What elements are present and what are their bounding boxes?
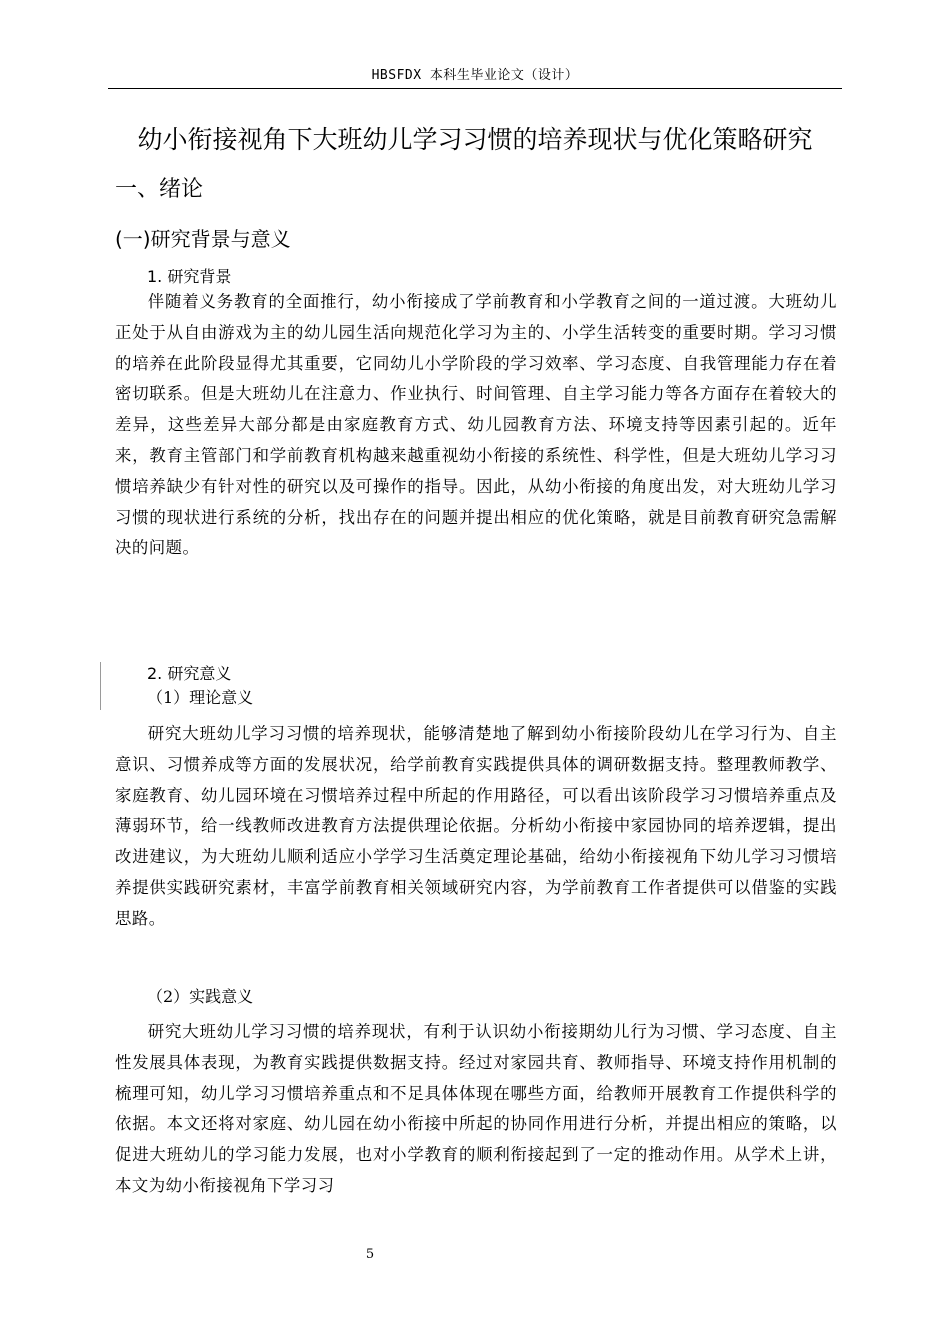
running-header: HBSFDX 本科生毕业论文（设计） (371, 68, 579, 83)
header-rule (108, 88, 842, 89)
significance-heading: 2. 研究意义 (147, 664, 232, 683)
document-title: 幼小衔接视角下大班幼儿学习习惯的培养现状与优化策略研究 (137, 125, 813, 154)
theoretical-significance-paragraph: 研究大班幼儿学习习惯的培养现状，能够清楚地了解到幼小衔接阶段幼儿在学习行为、自主意识、习惯养成等方面的发展状况，给学前教育实践提供具体的调研数据支持。整理教师教学、家庭教育、幼儿园环境在习惯培养过程中所起的作用路径，可以看出该阶段学习习惯培养重点及薄弱环节，给一线教师改进教育方法提供理论依据。分析幼小衔接中家园协同的培养逻辑，提出改进建议，为大班幼儿顺利适应小学学习生活奠定理论基础，给幼小衔接视角下幼儿学习习惯培养提供实践研究素材，丰富学前教育相关领域研究内容，为学前教育工作者提供可以借鉴的实践思路。 (115, 724, 837, 928)
margin-change-bar (100, 662, 101, 710)
practical-significance-heading: （2）实践意义 (147, 987, 254, 1006)
theoretical-significance-heading: （1）理论意义 (147, 688, 254, 707)
subsection-heading: (一)研究背景与意义 (115, 227, 291, 251)
practical-significance-paragraph: 研究大班幼儿学习习惯的培养现状，有利于认识幼小衔接期幼儿行为习惯、学习态度、自主性发展具体表现，为教育实践提供数据支持。经过对家园共育、教师指导、环境支持作用机制的梳理可知，幼儿学习习惯培养重点和不足具体体现在哪些方面，给教师开展教育工作提供科学的依据。本文还将对家庭、幼儿园在幼小衔接中所起的协同作用进行分析，并提出相应的策略，以促进大班幼儿的学习能力发展，也对小学教育的顺利衔接起到了一定的推动作用。从学术上讲，本文为幼小衔接视角下学习习 (115, 1022, 837, 1195)
background-paragraph: 伴随着义务教育的全面推行，幼小衔接成了学前教育和小学教育之间的一道过渡。大班幼儿正处于从自由游戏为主的幼儿园生活向规范化学习为主的、小学生活转变的重要时期。学习习惯的培养在此阶段显得尤其重要，它同幼儿小学阶段的学习效率、学习态度、自我管理能力存在着密切联系。但是大班幼儿在注意力、作业执行、时间管理、自主学习能力等各方面存在着较大的差异，这些差异大部分都是由家庭教育方式、幼儿园教育方法、环境支持等因素引起的。近年来，教育主管部门和学前教育机构越来越重视幼小衔接的系统性、科学性，但是大班幼儿学习习惯培养缺少有针对性的研究以及可操作的指导。因此，从幼小衔接的角度出发，对大班幼儿学习习惯的现状进行系统的分析，找出存在的问题并提出相应的优化策略，就是目前教育研究急需解决的问题。 (115, 292, 837, 558)
page-number: 5 (365, 1247, 375, 1262)
background-heading: 1. 研究背景 (147, 267, 232, 286)
section-heading: 一、绪论 (115, 177, 204, 202)
